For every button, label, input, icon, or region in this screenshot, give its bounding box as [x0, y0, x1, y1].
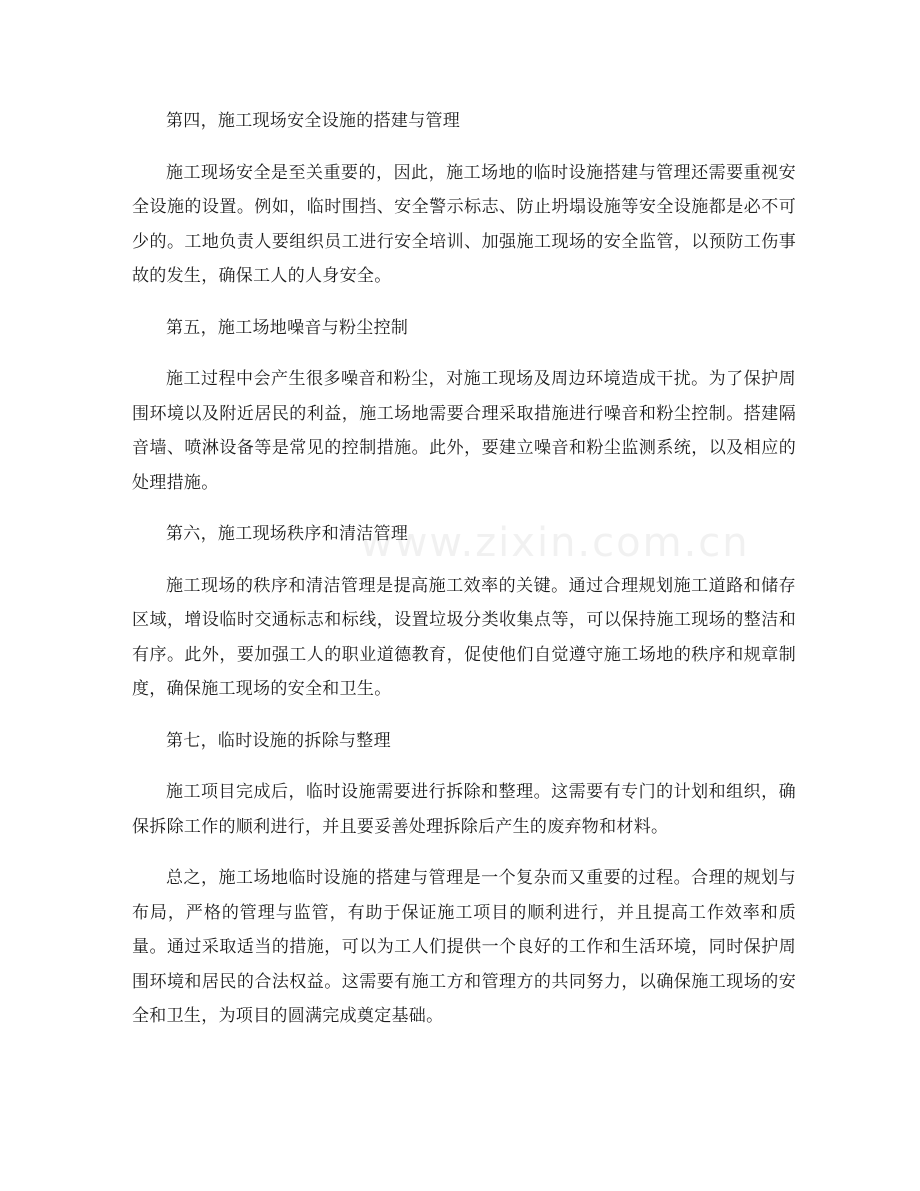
conclusion-paragraph: 总之，施工场地临时设施的搭建与管理是一个复杂而又重要的过程。合理的规划与布局，严格的管理与监管，有助于保证施工项目的顺利进行，并且提高工作效率和质量。通过采取适当的措施，可以为工人们提供一个良好的工作和生活环境，同时保护周围环境和居民的合法权益。这需要有施工方和管理方的共同努力，以确保施工现场的安全和卫生，为项目的圆满完成奠定基础。: [132, 868, 796, 1026]
section-heading-4: 第四，施工现场安全设施的搭建与管理: [166, 111, 461, 131]
section-heading-7: 第七，临时设施的拆除与整理: [166, 730, 391, 751]
document-body: [132, 104, 796, 1051]
section-paragraph-6: 施工现场的秩序和清洁管理是提高施工效率的关键。通过合理规划施工道路和储存区域，增设临时交通标志和标线，设置垃圾分类收集点等，可以保持施工现场的整洁和有序。此外，要加强工人的职业道德教育，促使他们自觉遵守施工场地的秩序和规章制度，确保施工现场的安全和卫生。: [132, 575, 796, 699]
section-paragraph-7: 施工项目完成后，临时设施需要进行拆除和整理。这需要有专门的计划和组织，确保拆除工作的顺利进行，并且要妥善处理拆除后产生的废弃物和材料。: [132, 782, 796, 837]
section-heading-6: 第六，施工现场秩序和清洁管理: [166, 524, 409, 544]
watermark: www.zixin.com.cn: [360, 520, 750, 566]
section-heading-5: 第五，施工场地噪音与粉尘控制: [166, 317, 409, 338]
section-paragraph-4: 施工现场安全是至关重要的，因此，施工场地的临时设施搭建与管理还需要重视安全设施的设置。例如，临时围挡、安全警示标志、防止坍塌设施等安全设施都是必不可少的。工地负责人要组织员工进行安全培训、加强施工现场的安全监管，以预防工伤事故的发生，确保工人的人身安全。: [132, 162, 796, 286]
section-paragraph-5: 施工过程中会产生很多噪音和粉尘，对施工现场及周边环境造成干扰。为了保护周围环境以及附近居民的利益，施工场地需要合理采取措施进行噪音和粉尘控制。搭建隔音墙、喷淋设备等是常见的控制措施。此外，要建立噪音和粉尘监测系统，以及相应的处理措施。: [132, 369, 796, 493]
